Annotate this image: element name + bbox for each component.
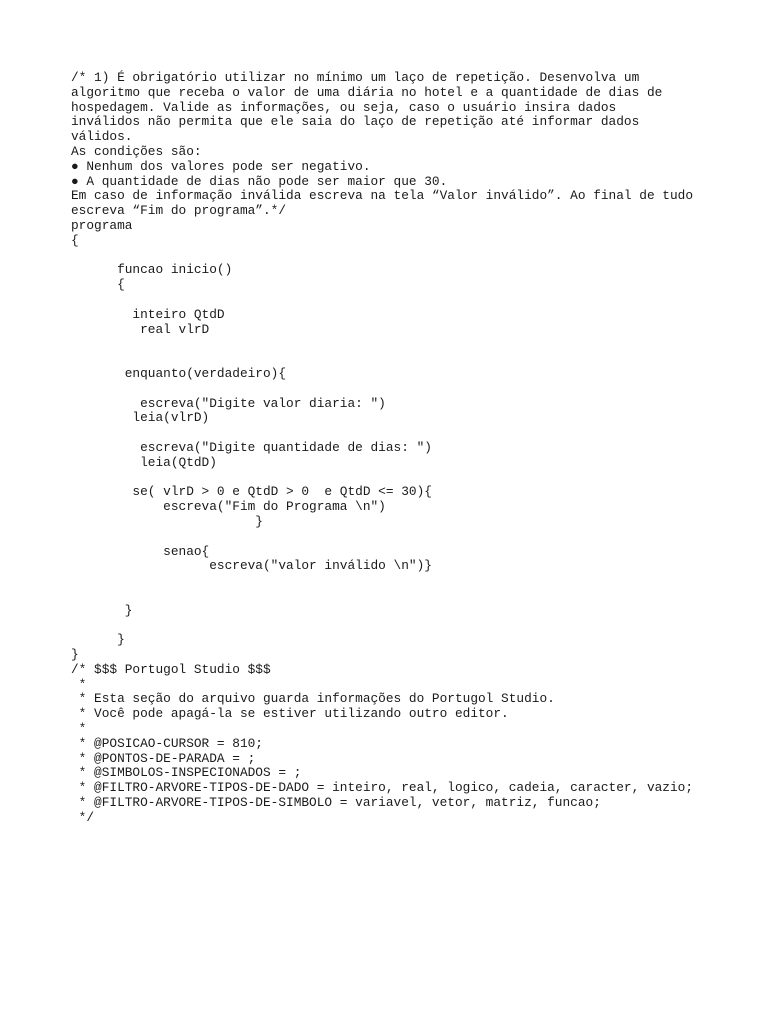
code-line [71, 352, 761, 367]
text-line: escreva “Fim do programa”.*/ [71, 203, 287, 219]
comment-line: * [71, 721, 87, 737]
text-line: /* 1) É obrigatório utilizar no mínimo um laço de repetição. Desenvolva um [71, 70, 640, 85]
code-line: escreva("valor inválido \n")} [71, 558, 432, 574]
bullet-line: ● A quantidade de dias não pode ser maior que 30. [71, 173, 448, 189]
comment-line: /* $$$ Portugol Studio $$$ [71, 661, 271, 677]
text-line: inválidos não permita que ele saia do laço de repetição até informar dados [71, 114, 640, 130]
comment-line: * @FILTRO-ARVORE-TIPOS-DE-SIMBOLO = variavel, vetor, matriz, funcao; [71, 795, 601, 811]
code-line [71, 471, 761, 486]
code-line: funcao inicio() [71, 262, 233, 278]
code-line: } [71, 602, 133, 618]
code-line: senao{ [71, 543, 210, 559]
code-line: enquanto(verdadeiro){ [71, 365, 287, 381]
code-line [71, 249, 761, 264]
code-line: { [71, 232, 79, 248]
comment-line: * @SIMBOLOS-INSPECIONADOS = ; [71, 765, 302, 781]
code-line: escreva("Fim do Programa \n") [71, 499, 386, 515]
code-line: real vlrD [71, 321, 210, 337]
code-line: } [71, 647, 79, 663]
bullet-line: ● Nenhum dos valores pode ser negativo. [71, 158, 371, 174]
text-line: hospedagem. Valide as informações, ou seja, caso o usuário insira dados [71, 99, 617, 115]
text-line: Em caso de informação inválida escreva na tela “Valor inválido”. Ao final de tudo [71, 188, 694, 204]
comment-line: * Esta seção do arquivo guarda informações do Portugol Studio. [71, 691, 555, 707]
code-line: programa [71, 217, 133, 233]
code-line: { [71, 277, 125, 293]
comment-line: */ [71, 809, 95, 825]
code-line: } [71, 513, 263, 529]
code-line: leia(QtdD) [71, 454, 217, 470]
code-line [71, 382, 761, 397]
comment-line: * [71, 676, 87, 692]
code-line [71, 337, 761, 352]
comment-line: * @PONTOS-DE-PARADA = ; [71, 750, 256, 766]
code-line [71, 530, 761, 545]
code-line: escreva("Digite valor diaria: ") [71, 395, 386, 411]
code-line: escreva("Digite quantidade de dias: ") [71, 439, 432, 455]
text-line: algoritmo que receba o valor de uma diária no hotel e a quantidade de dias de [71, 84, 663, 100]
comment-line: * @FILTRO-ARVORE-TIPOS-DE-DADO = inteiro, real, logico, cadeia, caracter, vazio; [71, 780, 694, 796]
code-line: } [71, 632, 125, 648]
text-line: As condições são: [71, 143, 202, 159]
code-line: leia(vlrD) [71, 410, 210, 426]
document-page [71, 71, 761, 826]
text-line: válidos. [71, 129, 133, 145]
code-line: se( vlrD > 0 e QtdD > 0 e QtdD <= 30){ [71, 484, 432, 500]
code-line [71, 426, 761, 441]
comment-line: * Você pode apagá-la se estiver utilizando outro editor. [71, 706, 509, 722]
code-line [71, 618, 761, 633]
code-line [71, 589, 761, 604]
code-line [71, 293, 761, 308]
code-line [71, 574, 761, 589]
comment-line: * @POSICAO-CURSOR = 810; [71, 735, 263, 751]
code-line: inteiro QtdD [71, 306, 225, 322]
